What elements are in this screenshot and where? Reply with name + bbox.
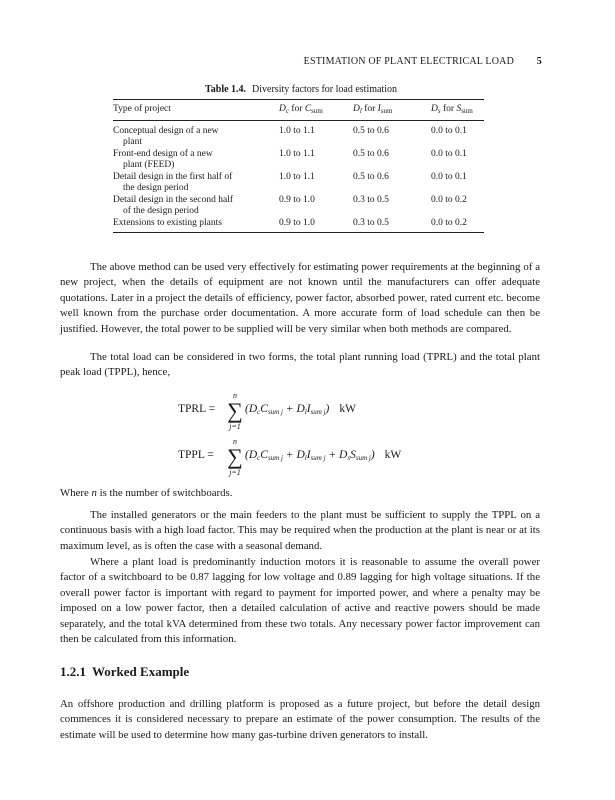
paragraph-power-factor: Where a plant load is predominantly induction motors it is reasonable to assume the overall power factor of a switchboard to be 0.87 lagging for low voltage and 0.89 lagging for high voltage situations. If the overall power factor is important with regard to payment for imported power, and where a penalty may be imposed on a low power factor, then a detailed calculation of active and reactive powers should be made separately, and the total kVA determined from these two totals. Any necessary power factor improvement can then be calculated from this information. bbox=[60, 556, 540, 646]
equation-tppl bbox=[178, 434, 478, 480]
cell-project-type: Detail design in the second half of the design period bbox=[113, 194, 234, 216]
paragraph-total-load: The total load can be considered in two forms, the total plant running load (TPRL) and the total plant peak load (TPPL), hence, bbox=[60, 351, 540, 379]
table-row bbox=[113, 149, 484, 172]
col-header-ds: $D_s$ for $S_{sum}$ bbox=[431, 100, 484, 121]
cell-ds: 0.0 to 0.2 bbox=[431, 218, 484, 233]
equation-lhs: TPRL = bbox=[178, 403, 216, 415]
section-heading bbox=[60, 664, 189, 680]
col-header-dl: $D_l$ for $I_{sum}$ bbox=[353, 100, 431, 121]
table-row bbox=[113, 218, 484, 233]
cell-project-type: Front-end design of a new plant (FEED) bbox=[113, 148, 213, 170]
cell-dc: 0.9 to 1.0 bbox=[279, 218, 353, 233]
equation-rhs: $(D_cC_{sum j} + D_lI_{sum j})$ kW bbox=[245, 403, 356, 416]
cell-project-type: Detail design in the first half of the design period bbox=[113, 171, 233, 193]
cell-dl: 0.5 to 0.6 bbox=[353, 148, 389, 159]
equation-tprl bbox=[178, 388, 478, 434]
table-row bbox=[113, 195, 484, 218]
section-number: 1.2.1 bbox=[60, 664, 86, 679]
table-caption-text: Diversity factors for load estimation bbox=[252, 84, 397, 95]
diversity-factors-table bbox=[113, 99, 484, 233]
page-number: 5 bbox=[536, 56, 542, 67]
running-header-title: ESTIMATION OF PLANT ELECTRICAL LOAD bbox=[303, 56, 514, 67]
paragraph-generators: The installed generators or the main feeders to the plant must be sufficient to supply the TPPL on a continuous basis with a high load factor. This may be required when the production at the plant is near or at its maximum level, as is often the case with a seasonal demand. bbox=[60, 509, 540, 552]
paragraph-where-n: Where n is the number of switchboards. bbox=[60, 487, 233, 499]
cell-project-type: Conceptual design of a new plant bbox=[113, 125, 219, 147]
table-caption bbox=[60, 84, 542, 95]
cell-ds: 0.0 to 0.2 bbox=[431, 194, 467, 205]
equation-unit: kW bbox=[384, 449, 402, 461]
paragraph-method: The above method can be used very effectively for estimating power requirements at the beginning of a new project, when the details of equipment are not known until the manufacturers can offer adequate quotations. Later in a project the details of efficiency, power factor, absorbed power, rated current etc. become well known from the purchase order documentation. A more accurate form of load schedule can then be justified. However, the total power to be supplied will be very similar when both methods are compared. bbox=[60, 261, 540, 335]
equation-rhs: $(D_cC_{sum j} + D_lI_{sum j} + D_sS_{sum j})$ kW bbox=[245, 449, 402, 462]
cell-dc: 0.9 to 1.0 bbox=[279, 194, 315, 205]
cell-dc: 1.0 to 1.1 bbox=[279, 125, 315, 136]
cell-project-type: Extensions to existing plants bbox=[113, 218, 279, 233]
cell-ds: 0.0 to 0.1 bbox=[431, 171, 467, 182]
col-header-dc: $D_c$ for $C_{sum}$ bbox=[279, 100, 353, 121]
section-title: Worked Example bbox=[92, 664, 190, 679]
summation-icon: n ∑ j=1 bbox=[227, 437, 243, 477]
table-row bbox=[113, 172, 484, 195]
paragraph-worked-example: An offshore production and drilling platform is proposed as a future project, but before the detail design commences it is considered necessary to prepare an estimate of the power consumption. The results of the estimate will be used to determine how many gas-turbine driven generators to install. bbox=[60, 698, 540, 741]
cell-dc: 1.0 to 1.1 bbox=[279, 148, 315, 159]
cell-dc: 1.0 to 1.1 bbox=[279, 171, 315, 182]
equation-lhs: TPPL = bbox=[178, 449, 214, 461]
col-header-type: Type of project bbox=[113, 100, 279, 121]
table-row bbox=[113, 120, 484, 149]
cell-dl: 0.5 to 0.6 bbox=[353, 171, 389, 182]
cell-dl: 0.3 to 0.5 bbox=[353, 218, 431, 233]
summation-icon: n ∑ j=1 bbox=[227, 391, 243, 431]
cell-ds: 0.0 to 0.1 bbox=[431, 148, 467, 159]
table-label: Table 1.4. bbox=[205, 84, 247, 95]
cell-dl: 0.5 to 0.6 bbox=[353, 125, 389, 136]
cell-ds: 0.0 to 0.1 bbox=[431, 125, 467, 136]
cell-dl: 0.3 to 0.5 bbox=[353, 194, 389, 205]
table-header-row bbox=[113, 100, 484, 121]
equation-unit: kW bbox=[339, 403, 356, 415]
